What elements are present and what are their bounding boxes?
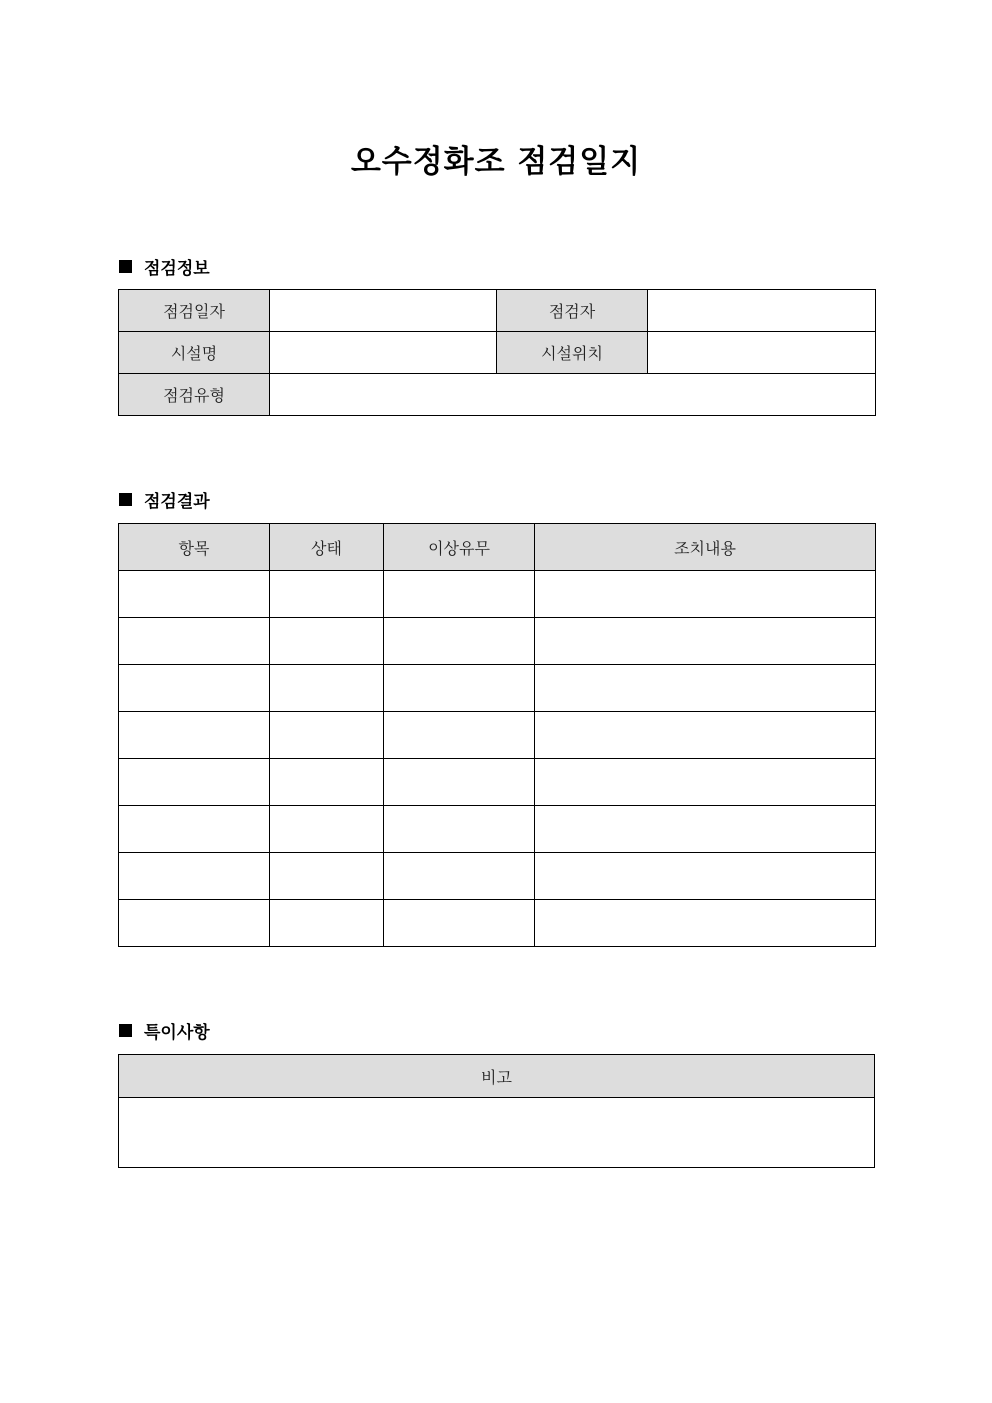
table-row <box>119 853 876 900</box>
remarks-table <box>118 1054 875 1168</box>
cell-item[interactable] <box>119 806 270 853</box>
inspector-field[interactable] <box>648 290 876 332</box>
info-row <box>119 332 876 374</box>
facility-name-field[interactable] <box>270 332 497 374</box>
cell-status[interactable] <box>270 571 384 618</box>
table-row <box>119 806 876 853</box>
section-heading-results-label: 점검결과 <box>144 492 210 512</box>
table-row <box>119 665 876 712</box>
cell-item[interactable] <box>119 759 270 806</box>
cell-action[interactable] <box>535 618 876 665</box>
table-row <box>119 571 876 618</box>
label-inspection-date: 점검일자 <box>119 290 270 332</box>
table-row <box>119 618 876 665</box>
remarks-header-row <box>119 1055 875 1098</box>
column-header-status: 상태 <box>270 524 384 571</box>
results-header-row <box>119 524 876 571</box>
square-bullet-icon <box>119 260 132 273</box>
cell-item[interactable] <box>119 900 270 947</box>
cell-item[interactable] <box>119 571 270 618</box>
cell-item[interactable] <box>119 712 270 759</box>
inspection-date-field[interactable] <box>270 290 497 332</box>
column-header-action: 조치내용 <box>535 524 876 571</box>
table-row <box>119 759 876 806</box>
cell-status[interactable] <box>270 853 384 900</box>
cell-item[interactable] <box>119 853 270 900</box>
cell-item[interactable] <box>119 665 270 712</box>
label-inspector: 점검자 <box>497 290 648 332</box>
cell-item[interactable] <box>119 618 270 665</box>
remarks-field[interactable] <box>119 1098 875 1168</box>
section-heading-info <box>119 254 210 279</box>
column-header-item: 항목 <box>119 524 270 571</box>
info-row <box>119 290 876 332</box>
cell-status[interactable] <box>270 712 384 759</box>
section-heading-remarks <box>119 1018 210 1043</box>
cell-action[interactable] <box>535 900 876 947</box>
label-facility-location: 시설위치 <box>497 332 648 374</box>
cell-abnormality[interactable] <box>384 806 535 853</box>
label-inspection-type: 점검유형 <box>119 374 270 416</box>
cell-abnormality[interactable] <box>384 853 535 900</box>
cell-abnormality[interactable] <box>384 759 535 806</box>
section-heading-info-label: 점검정보 <box>144 259 210 279</box>
cell-status[interactable] <box>270 806 384 853</box>
cell-abnormality[interactable] <box>384 618 535 665</box>
info-row <box>119 374 876 416</box>
column-header-abnormality: 이상유무 <box>384 524 535 571</box>
cell-action[interactable] <box>535 759 876 806</box>
cell-status[interactable] <box>270 759 384 806</box>
cell-status[interactable] <box>270 665 384 712</box>
cell-status[interactable] <box>270 618 384 665</box>
inspection-type-field[interactable] <box>270 374 876 416</box>
cell-action[interactable] <box>535 665 876 712</box>
table-row <box>119 712 876 759</box>
cell-action[interactable] <box>535 806 876 853</box>
label-facility-name: 시설명 <box>119 332 270 374</box>
facility-location-field[interactable] <box>648 332 876 374</box>
cell-action[interactable] <box>535 853 876 900</box>
cell-status[interactable] <box>270 900 384 947</box>
inspection-info-table <box>118 289 876 416</box>
square-bullet-icon <box>119 493 132 506</box>
remarks-body-row <box>119 1098 875 1168</box>
section-heading-results <box>119 487 210 512</box>
cell-abnormality[interactable] <box>384 571 535 618</box>
cell-abnormality[interactable] <box>384 665 535 712</box>
column-header-remarks: 비고 <box>119 1055 875 1098</box>
inspection-results-table <box>118 523 876 947</box>
table-row <box>119 900 876 947</box>
document-title: 오수정화조 점검일지 <box>350 144 642 180</box>
square-bullet-icon <box>119 1024 132 1037</box>
cell-action[interactable] <box>535 712 876 759</box>
cell-action[interactable] <box>535 571 876 618</box>
section-heading-remarks-label: 특이사항 <box>144 1023 210 1043</box>
cell-abnormality[interactable] <box>384 900 535 947</box>
cell-abnormality[interactable] <box>384 712 535 759</box>
